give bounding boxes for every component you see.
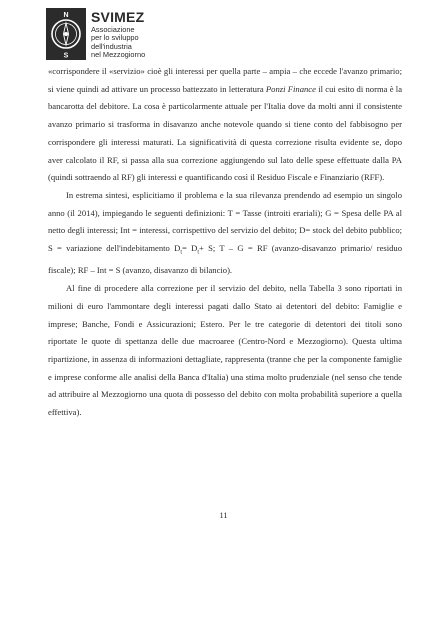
text-run: = D bbox=[182, 243, 198, 254]
brand-subtitle bbox=[91, 26, 145, 60]
paragraph bbox=[48, 187, 402, 280]
text-run: il cui esito di norma è la bancarotta del debitore. La cosa è particolarmente attuale per l'Italia dove da molti anni il consistente avanzo primario si trasforma in disavanzo anche notevole quando si tiene conto del fabbisogno per corrispondere gli interessi maturati. La significatività di questa correzione risulta evidente se, dopo aver calcolato il RF, si passa alla sua correzione aggiungendo sul lato delle spese effettuate dalla PA (quindi sottraendo al RF) gli interessi e quantificando così il Residuo Fiscale e Finanziario (RFF). bbox=[48, 83, 403, 183]
page-number: 11 bbox=[219, 511, 228, 520]
subscript: t bbox=[180, 249, 182, 256]
brand-subtitle-line: dell'industria bbox=[91, 41, 132, 51]
svimez-header bbox=[46, 8, 246, 68]
svg-text:N: N bbox=[63, 12, 69, 19]
text-run: + S; T – G = RF (avanzo-disavanzo primario/ residuo fiscale); RF – Int = S (avanzo, disavanzo di bilancio). bbox=[48, 243, 403, 276]
svg-text:S: S bbox=[63, 52, 69, 60]
italic-term: Ponzi Finance bbox=[265, 83, 316, 94]
text-run: Al fine di procedere alla correzione per il servizio del debito, nella Tabella 3 sono riportati in milioni di euro l'ammontare degli interessi pagati dallo Stato ai detentori del debito: Famiglie e imprese; Banche, Fondi e Assicurazioni; Estero. Per le tre categorie di detentori dei titoli sono riportate le quote di spettanza delle due macroaree (Centro-Nord e Mezzogiorno). Questa ultima ripartizione, in assenza di informazioni dettagliate, rappresenta (tranne che per la componente famiglie e imprese conforme alle analisi della Banca d'Italia) una stima molto prudenziale (nel senso che tende ad attribuire al Mezzogiorno una quota di possesso del debito con molta probabilità superiore a quella effettiva). bbox=[48, 283, 402, 418]
paragraph bbox=[48, 63, 402, 187]
brand-name: SVIMEZ bbox=[91, 9, 145, 25]
brand-subtitle-line: per lo sviluppo bbox=[91, 33, 139, 43]
paragraph bbox=[48, 280, 402, 422]
text-run: «corrispondere il «servizio» cioè gli interessi per quella parte – ampia – che eccede l'avanzo primario; si viene quindi ad attivare un processo battezzato in letteratura bbox=[48, 66, 402, 94]
text-run: In estrema sintesi, esplicitiamo il problema e la sua rilevanza prendendo ad esempio un singolo anno (il 2014), impiegando le seguenti definizioni: T = Tasse (introiti erariali); G = Spesa delle PA al netto degli interessi; Int = interessi, corrispettivo del servizio del debito; D= stock del debito pubblico; S = variazione dell'indebitamento D bbox=[48, 189, 402, 254]
brand-subtitle-line: Associazione bbox=[91, 25, 135, 34]
svimez-compass-logo-icon bbox=[46, 8, 86, 60]
body-text bbox=[48, 63, 402, 422]
brand-subtitle-line: nel Mezzogiorno bbox=[91, 50, 146, 60]
subscript: t bbox=[197, 249, 200, 256]
